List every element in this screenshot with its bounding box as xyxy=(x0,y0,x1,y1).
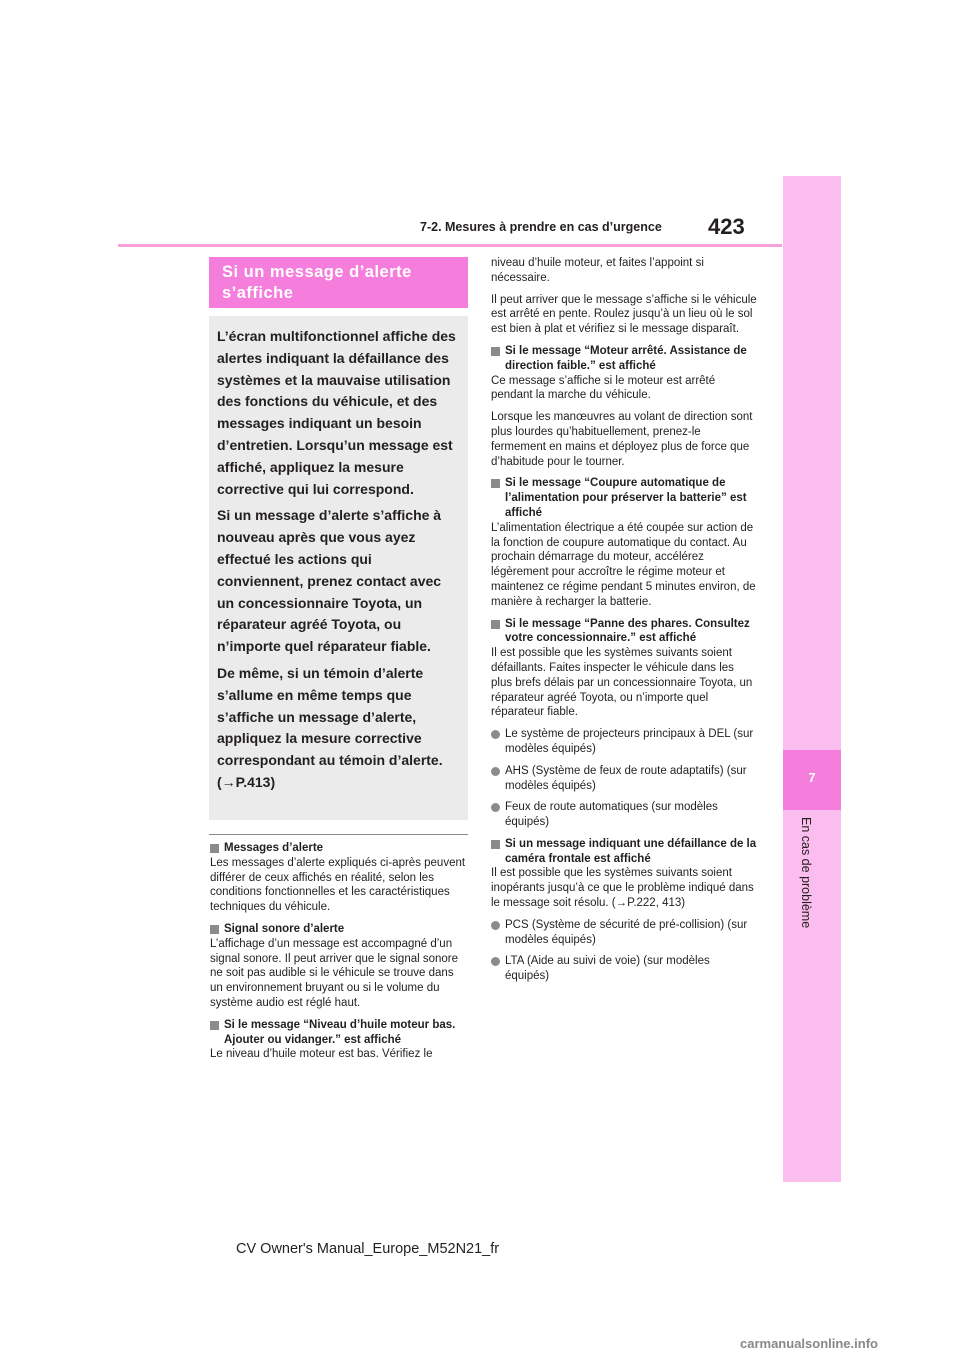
section-heading: Si un message d’alerte s’affiche xyxy=(209,257,468,308)
summary-paragraph: De même, si un témoin d’alerte s’allume en même temps que s’affiche un message d’alerte, appliquez la mesure corrective correspondant au témoin d’alerte. (→P.413) xyxy=(217,664,443,790)
list-item: Feux de route automatiques (sur modèles équipés) xyxy=(491,800,757,830)
square-bullet-icon xyxy=(210,925,219,934)
square-bullet-icon xyxy=(210,844,219,853)
round-bullet-icon xyxy=(491,803,500,812)
page-number: 423 xyxy=(708,214,745,239)
paragraph: niveau d’huile moteur, et faites l’appoint si nécessaire. xyxy=(491,257,704,284)
round-bullet-icon xyxy=(491,767,500,776)
chapter-number-block xyxy=(783,750,841,810)
right-column xyxy=(491,256,757,991)
left-column xyxy=(210,841,468,1069)
list-item: PCS (Système de sécurité de pré-collision) (sur modèles équipés) xyxy=(491,918,757,948)
section-title: 7-2. Mesures à prendre en cas d’urgence xyxy=(420,220,662,234)
round-bullet-icon xyxy=(491,730,500,739)
subsection-heading: Si le message “Niveau d’huile moteur bas. Ajouter ou vidanger.” est affiché xyxy=(210,1018,468,1048)
paragraph: Ce message s’affiche si le moteur est arrêté pendant la marche du véhicule. xyxy=(491,374,716,402)
square-bullet-icon xyxy=(491,479,500,488)
summary-paragraph: Si un message d’alerte s’affiche à nouveau après que vous ayez effectué les actions qui conviennent, prenez contact avec un concessionnaire Toyota, un réparateur agréé Toyota, ou n’importe quel réparateur fiable. xyxy=(217,507,442,655)
list-item: LTA (Aide au suivi de voie) (sur modèles équipés) xyxy=(491,954,757,984)
list-item: Le système de projecteurs principaux à DEL (sur modèles équipés) xyxy=(491,727,757,757)
paragraph: Il est possible que les systèmes suivants soient défaillants. Faites inspecter le véhicule dans les plus brefs délais par un concessionnaire Toyota, un réparateur agréé Toyota, ou n’importe quel réparateur fiable. xyxy=(491,647,753,719)
manual-id: CV Owner's Manual_Europe_M52N21_fr xyxy=(236,1241,500,1257)
list-item: AHS (Système de feux de route adaptatifs) (sur modèles équipés) xyxy=(491,764,757,794)
paragraph: Les messages d’alerte expliqués ci-après peuvent différer de ceux affichés en réalité, selon les conditions fonctionnelles et les caractéristiques techniques du véhicule. xyxy=(210,856,466,914)
subsection-heading: Si le message “Coupure automatique de l’alimentation pour préserver la batterie” est affiché xyxy=(491,476,757,520)
square-bullet-icon xyxy=(491,840,500,849)
chapter-title: En cas de problème xyxy=(799,817,813,929)
paragraph: Il est possible que les systèmes suivants soient inopérants jusqu’à ce que le problème indiqué dans le message soit résolu. (→P.222, 413) xyxy=(491,867,754,910)
chapter-number: 7 xyxy=(808,770,816,785)
summary-box xyxy=(209,316,468,820)
paragraph: L’affichage d’un message est accompagné d’un signal sonore. Il peut arriver que le signal sonore ne soit pas audible si le véhicule se trouve dans un environnement bruyant ou si le volume du système audio est réglé haut. xyxy=(210,937,459,1009)
subsection-heading: Si le message “Panne des phares. Consultez votre concessionnaire.” est affiché xyxy=(491,617,757,647)
square-bullet-icon xyxy=(491,620,500,629)
round-bullet-icon xyxy=(491,957,500,966)
chapter-side-tab xyxy=(783,176,841,1182)
column-divider xyxy=(209,834,468,835)
subsection-heading: Messages d’alerte xyxy=(210,841,468,856)
summary-paragraph: L’écran multifonctionnel affiche des alertes indiquant la défaillance des systèmes et la mauvaise utilisation des fonctions du véhicule, et des messages indiquant un besoin d’entretien. Lorsqu’un message est affiché, appliquez la mesure corrective qui lui correspond. xyxy=(217,328,456,497)
paragraph: Le niveau d’huile moteur est bas. Vérifiez le xyxy=(210,1048,433,1061)
square-bullet-icon xyxy=(210,1021,219,1030)
paragraph: Lorsque les manœuvres au volant de direction sont plus lourdes qu’habituellement, prenez-le fermement en mains et déployez plus de force que d’habitude pour le tourner. xyxy=(491,411,753,468)
subsection-heading: Si un message indiquant une défaillance de la caméra frontale est affiché xyxy=(491,837,757,867)
watermark[interactable]: carmanualsonline.info xyxy=(740,1336,878,1351)
header-divider xyxy=(118,244,782,247)
square-bullet-icon xyxy=(491,347,500,356)
paragraph: Il peut arriver que le message s’affiche si le véhicule est arrêté en pente. Roulez jusqu’à un lieu où le sol est bien à plat et vérifiez si le message disparaît. xyxy=(491,293,757,336)
subsection-heading: Si le message “Moteur arrêté. Assistance de direction faible.” est affiché xyxy=(491,344,757,374)
paragraph: L’alimentation électrique a été coupée sur action de la fonction de coupure automatique du contact. Au prochain démarrage du moteur, accélérez légèrement pour accroître le régime moteur et maintenez ce régime pendant 5 minutes environ, de manière à recharger la batterie. xyxy=(491,521,756,608)
subsection-heading: Signal sonore d’alerte xyxy=(210,922,468,937)
round-bullet-icon xyxy=(491,921,500,930)
